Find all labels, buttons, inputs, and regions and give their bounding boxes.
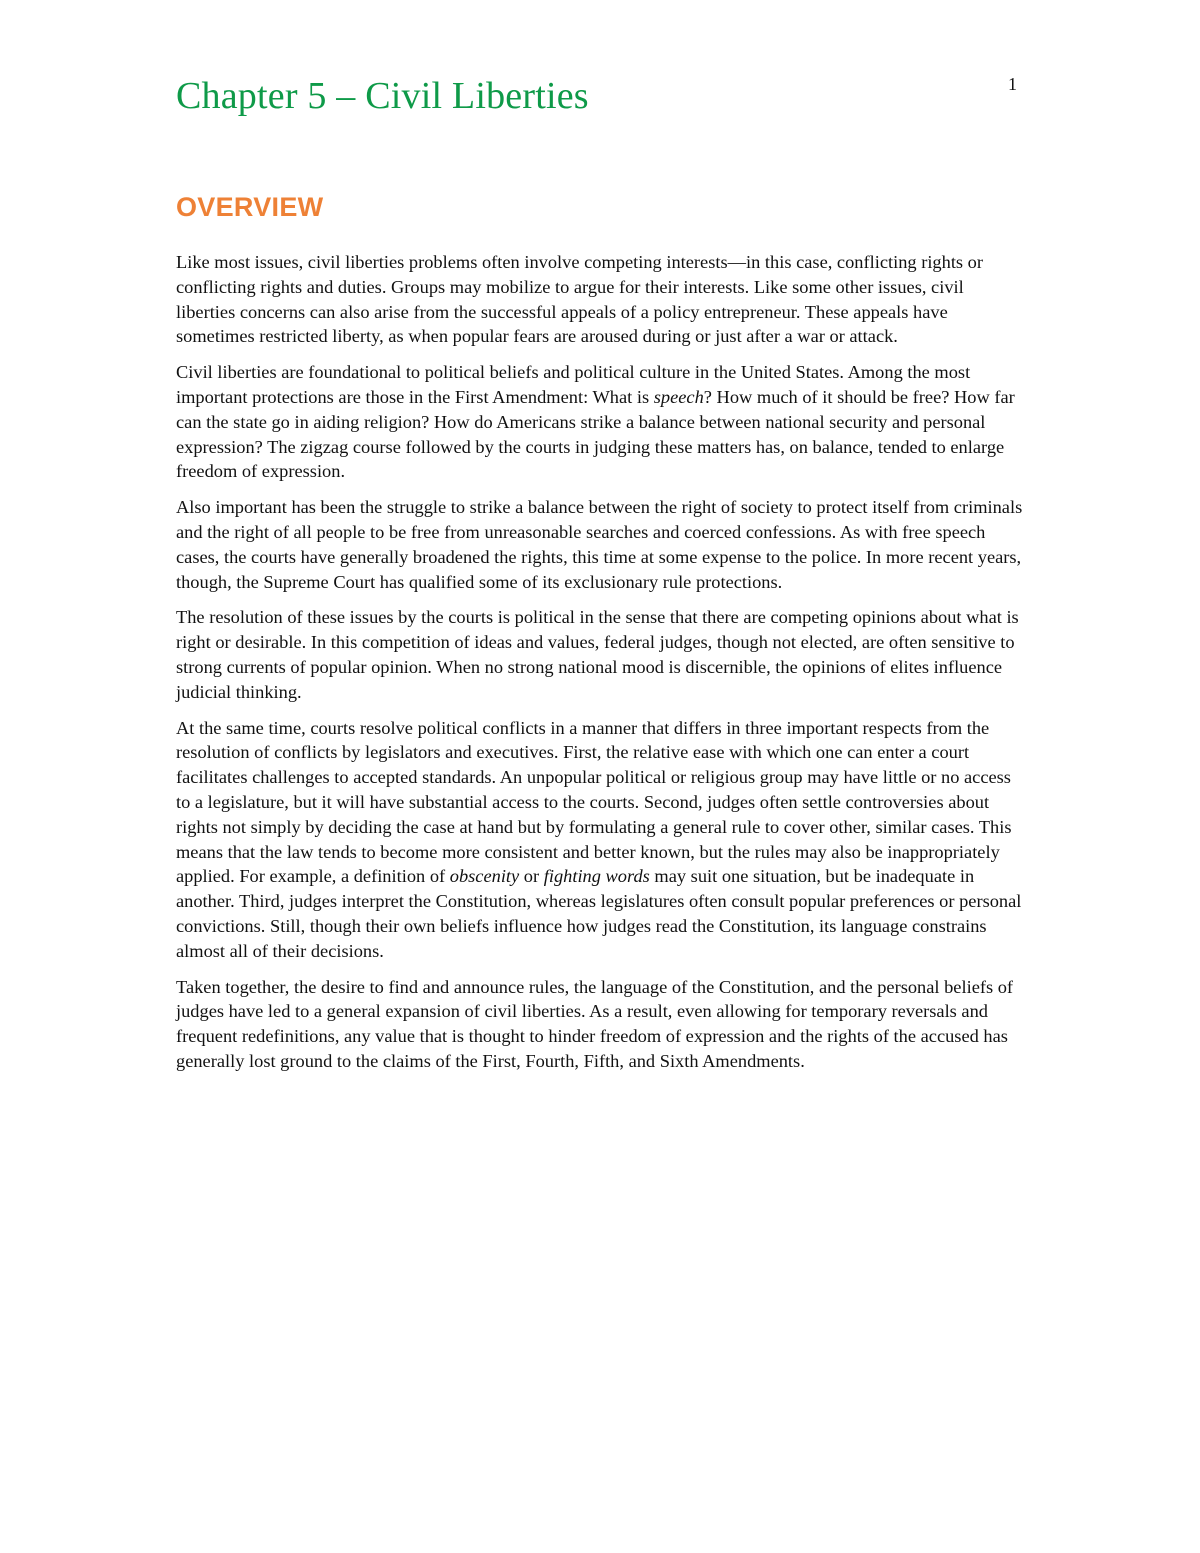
paragraph-3: Also important has been the struggle to strike a balance between the right of society to protect itself from criminals and the right of all people to be free from unreasonable searches and coerced confessions. As with free speech cases, the courts have generally broadened the rights, this time at some expense to the police. In more recent years, though, the Supreme Court has qualified some of its exclusionary rule protections. <box>176 497 1023 592</box>
page-number: 1 <box>1008 74 1017 94</box>
paragraph-1: Like most issues, civil liberties problems often involve competing interests—in this case, conflicting rights or conflicting rights and duties. Groups may mobilize to argue for their interests. Like some other issues, civil liberties concerns can also arise from the successful appeals of a policy entrepreneur. These appeals have sometimes restricted liberty, as when popular fears are aroused during or just after a war or attack. <box>176 252 983 347</box>
paragraph-5-part-c: may suit one situation, but be inadequate in another. Third, judges interpret the Constitution, whereas legislatures often consult popular preferences or personal convictions. Still, though their own beliefs influence how judges read the Constitution, its language constrains almost all of their decisions. <box>176 866 1022 961</box>
paragraph-6: Taken together, the desire to find and announce rules, the language of the Constitution, and the personal beliefs of judges have led to a general expansion of civil liberties. As a result, even allowing for temporary reversals and frequent redefinitions, any value that is thought to hinder freedom of expression and the rights of the accused has generally lost ground to the claims of the First, Fourth, Fifth, and Sixth Amendments. <box>176 976 1014 1071</box>
emphasis-obscenity: obscenity <box>449 866 520 887</box>
paragraph-5-part-a: At the same time, courts resolve political conflicts in a manner that differs in three important respects from the resolution of conflicts by legislators and executives. First, the relative ease with which one can enter a court facilitates challenges to accepted standards. An unpopular political or religious group may have little or no access to a legislature, but it will have substantial access to the courts. Second, judges often settle controversies about rights not simply by deciding the case at hand but by formulating a general rule to cover other, similar cases. This means that the law tends to become more consistent and better known, but the rules may also be inappropriately applied. For example, a definition of <box>176 717 1012 887</box>
paragraph-2-part-a: Civil liberties are foundational to political beliefs and political culture in the United States. Among the most important protections are those in the First Amendment: What is <box>176 362 971 407</box>
body-text <box>176 250 1024 1085</box>
chapter-title: Chapter 5 – Civil Liberties <box>176 75 589 117</box>
section-heading: OVERVIEW <box>176 192 324 222</box>
paragraph-2 <box>176 360 1024 484</box>
paragraph-5-part-b: or <box>519 866 544 887</box>
paragraph-2-part-b: ? How much of it should be free? How far can the state go in aiding religion? How do Americans strike a balance between national security and personal expression? The zigzag course followed by the courts in judging these matters has, on balance, tended to enlarge freedom of expression. <box>176 386 1015 482</box>
emphasis-speech: speech <box>653 386 704 407</box>
emphasis-fighting-words: fighting words <box>543 866 650 887</box>
paragraph-4: The resolution of these issues by the courts is political in the sense that there are competing opinions about what is right or desirable. In this competition of ideas and values, federal judges, though not elected, are often sensitive to strong currents of popular opinion. When no strong national mood is discernible, the opinions of elites influence judicial thinking. <box>176 607 1019 702</box>
paragraph-5 <box>176 716 1024 964</box>
